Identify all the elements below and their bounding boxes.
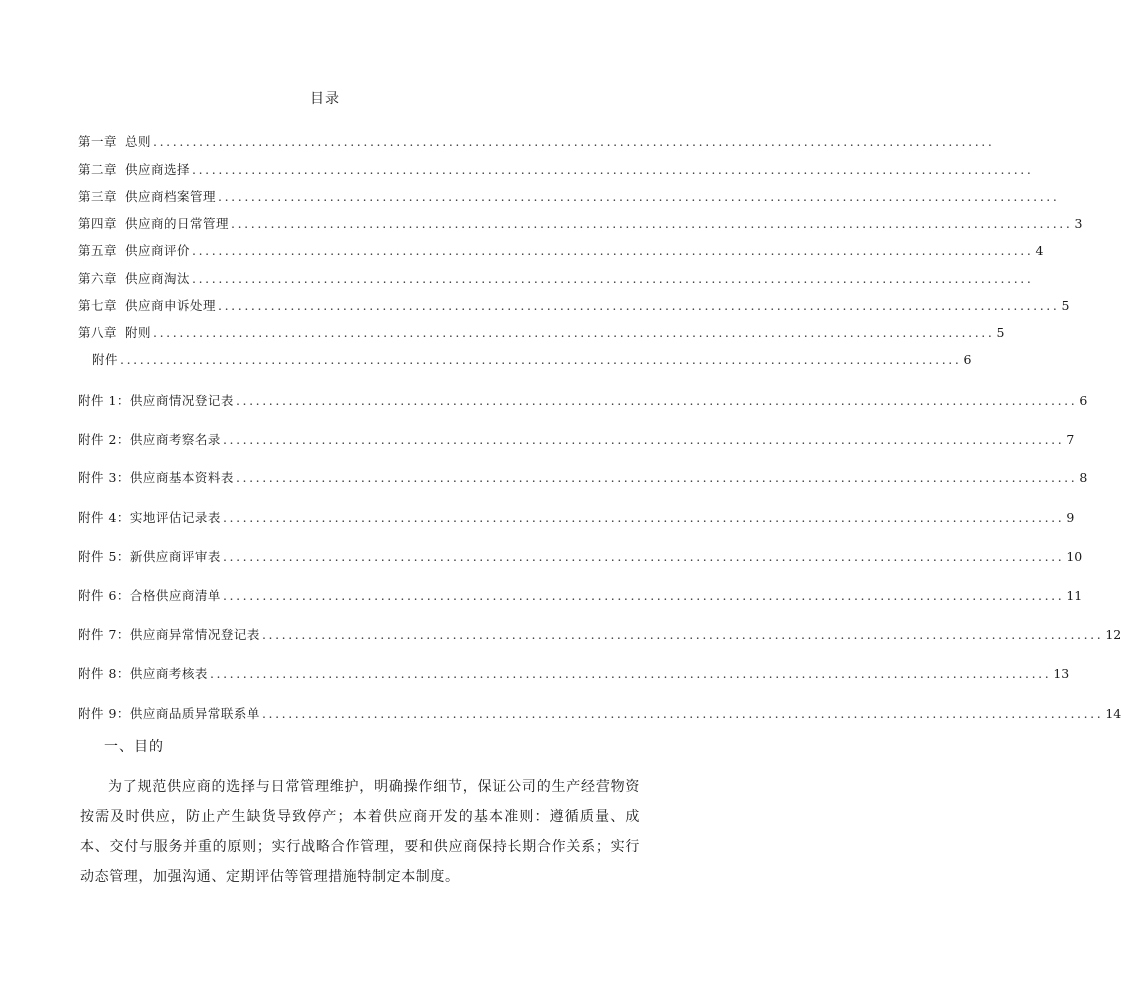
toc-attachment-entry[interactable] <box>78 392 1088 410</box>
toc-page-number: 14 <box>1105 706 1121 721</box>
toc-entry[interactable] <box>78 188 1060 206</box>
toc-chapter-number: 第一章 <box>78 134 118 149</box>
toc-entry-label <box>78 297 216 315</box>
toc-entry-label <box>78 188 216 206</box>
toc-page-number: 8 <box>1079 470 1088 485</box>
toc-dot-leader: ................................................................................................................................ <box>192 243 1034 258</box>
toc-dot-leader: ................................................................................................................................ <box>192 271 1034 286</box>
toc-page-number: 11 <box>1066 588 1083 603</box>
toc-dot-leader: ................................................................................................................................ <box>209 666 1052 681</box>
toc-attachment-label: 附件 3：供应商基本资料表 <box>78 470 234 485</box>
toc-title: 目录 <box>310 91 340 107</box>
toc-entry[interactable] <box>78 133 995 151</box>
toc-page-number: 10 <box>1066 549 1083 564</box>
toc-page-number: 7 <box>1066 432 1075 447</box>
toc-chapter-title: 供应商评价 <box>125 243 191 258</box>
toc-dot-leader: ................................................................................................................................ <box>222 510 1065 525</box>
toc-page-number: 6 <box>1079 393 1088 408</box>
toc-chapter-number: 第三章 <box>78 189 118 204</box>
toc-attachment-entry[interactable] <box>78 626 1121 644</box>
toc-dot-leader: ................................................................................................................................ <box>261 627 1104 642</box>
toc-entry[interactable] <box>78 297 1070 315</box>
toc-chapter-title: 供应商选择 <box>125 162 191 177</box>
toc-chapter-title: 附件 <box>92 352 119 367</box>
toc-chapter-title: 供应商的日常管理 <box>125 216 230 231</box>
toc-dot-leader: ................................................................................................................................ <box>218 298 1060 313</box>
toc-page-number: 4 <box>1035 243 1044 258</box>
toc-chapter-title: 供应商淘汰 <box>125 271 191 286</box>
toc-attachment-entry[interactable] <box>78 469 1088 487</box>
toc-dot-leader: ................................................................................................................................ <box>192 162 1034 177</box>
toc-dot-leader: ................................................................................................................................ <box>153 325 995 340</box>
toc-page-number: 5 <box>996 325 1005 340</box>
toc-chapter-number: 第八章 <box>78 325 118 340</box>
toc-attachment-label: 附件 6：合格供应商清单 <box>78 588 221 603</box>
toc-entry[interactable] <box>78 242 1044 260</box>
section-heading: 一、目的 <box>104 739 164 755</box>
toc-attachment-label: 附件 5：新供应商评审表 <box>78 549 221 564</box>
toc-chapter-number: 第七章 <box>78 298 118 313</box>
toc-dot-leader: ................................................................................................................................ <box>261 706 1104 721</box>
toc-attachment-entry[interactable] <box>78 431 1075 449</box>
toc-dot-leader: ................................................................................................................................ <box>235 470 1078 485</box>
toc-entry-label <box>78 133 151 151</box>
toc-dot-leader: ................................................................................................................................ <box>222 588 1065 603</box>
toc-dot-leader: ................................................................................................................................ <box>231 216 1073 231</box>
toc-entry-label <box>78 270 190 288</box>
toc-chapter-title: 供应商申诉处理 <box>125 298 217 313</box>
toc-dot-leader: ................................................................................................................................ <box>120 352 962 367</box>
toc-attachment-label: 附件 8：供应商考核表 <box>78 666 208 681</box>
toc-chapter-title: 附则 <box>125 325 152 340</box>
toc-page-number: 6 <box>963 352 972 367</box>
toc-attachment-entry[interactable] <box>78 705 1121 723</box>
toc-page-number: 3 <box>1074 216 1083 231</box>
toc-dot-leader: ................................................................................................................................ <box>218 189 1060 204</box>
toc-dot-leader: ................................................................................................................................ <box>235 393 1078 408</box>
toc-entry-label <box>78 215 229 233</box>
toc-page-number: 12 <box>1105 627 1121 642</box>
toc-entry[interactable] <box>78 324 1005 342</box>
toc-dot-leader: ................................................................................................................................ <box>222 432 1065 447</box>
toc-chapter-title: 总则 <box>125 134 152 149</box>
toc-chapter-number: 第四章 <box>78 216 118 231</box>
toc-attachment-label: 附件 1：供应商情况登记表 <box>78 393 234 408</box>
toc-chapter-number: 第五章 <box>78 243 118 258</box>
body-paragraph: 为了规范供应商的选择与日常管理维护，明确操作细节，保证公司的生产经营物资按需及时供应，防止产生缺货导致停产；本着供应商开发的基本准则：遵循质量、成本、交付与服务并重的原则；实行战略合作管理，要和供应商保持长期合作关系；实行动态管理，加强沟通、定期评估等管理措施特制定本制度。 <box>80 779 640 885</box>
toc-entry[interactable] <box>78 215 1083 233</box>
toc-dot-leader: ................................................................................................................................ <box>222 549 1065 564</box>
toc-entry-label <box>78 324 151 342</box>
toc-entry-label <box>78 161 190 179</box>
toc-entry[interactable] <box>92 351 972 369</box>
toc-entry[interactable] <box>78 161 1034 179</box>
toc-page-number: 5 <box>1061 298 1070 313</box>
toc-chapter-number: 第六章 <box>78 271 118 286</box>
toc-entry-label <box>78 242 190 260</box>
toc-attachment-label: 附件 9：供应商品质异常联系单 <box>78 706 260 721</box>
toc-entry-label <box>92 351 118 369</box>
toc-chapter-number: 第二章 <box>78 162 118 177</box>
toc-attachment-label: 附件 2：供应商考察名录 <box>78 432 221 447</box>
toc-attachment-label: 附件 7：供应商异常情况登记表 <box>78 627 260 642</box>
toc-chapter-title: 供应商档案管理 <box>125 189 217 204</box>
toc-attachment-entry[interactable] <box>78 548 1083 566</box>
toc-page-number: 13 <box>1053 666 1070 681</box>
toc-attachment-entry[interactable] <box>78 509 1075 527</box>
toc-attachment-entry[interactable] <box>78 587 1083 605</box>
toc-entry[interactable] <box>78 270 1034 288</box>
toc-attachment-label: 附件 4：实地评估记录表 <box>78 510 221 525</box>
toc-page-number: 9 <box>1066 510 1075 525</box>
toc-dot-leader: ................................................................................................................................ <box>153 134 995 149</box>
toc-attachment-entry[interactable] <box>78 665 1070 683</box>
